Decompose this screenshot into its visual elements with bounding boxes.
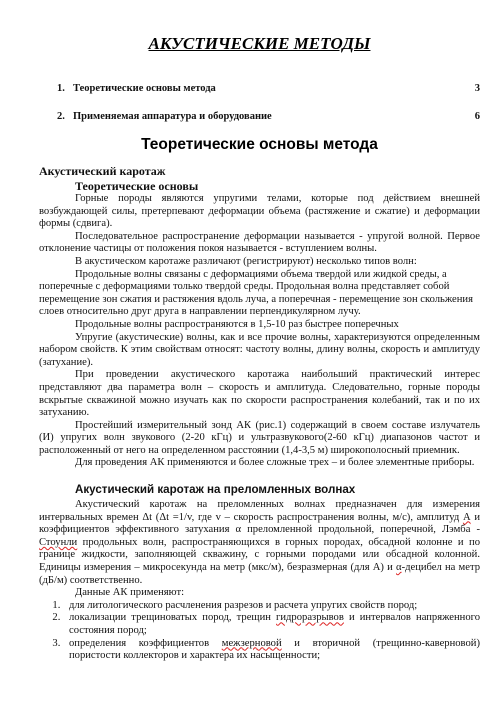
applications-list: [39, 600, 480, 663]
list-item: 1. для литологического расчленения разрезов и расчета упругих свойств пород;: [63, 600, 480, 613]
paragraph: Акустический каротаж на преломленных волнах предназначен для измерения интервальных времен Δt (Δt =1/v, где v – скорость распространения волны, м/с), амплитуд А и коэффициентов эффективного затухания α преломленной продольной, поперечной, Лэмба - Стоунли продольных волн, распространяющихся в горных породах, обсадной колонне и по границе жидкости, заполняющей скважину, с горными породами или обсадной колонной. Единицы измерения – микросекунда на метр (мкс/м), безразмерная (для А) и α-децибел на метр (дБ/м) соответственно.: [39, 499, 480, 586]
paragraph: В акустическом каротаже различают (регистрируют) несколько типов волн:: [75, 255, 417, 267]
toc-entry-title: Теоретические основы метода: [73, 83, 216, 94]
spellcheck-underline: гидроразрывов: [276, 612, 344, 624]
toc-entry-page: 6: [474, 111, 480, 122]
spellcheck-underline: Стоунли: [39, 536, 78, 548]
main-heading: Теоретические основы метода: [141, 136, 378, 153]
toc-entry-1[interactable]: [39, 82, 480, 96]
paragraph: Для проведения АК применяются и более сложные трех – и более элементные приборы.: [75, 457, 475, 469]
paragraph: Горные породы являются упругими телами, которые под действием внешней возбуждающей силы, претерпевают деформации объема (растяжение и сжатие) и деформации формы (сдвига).: [39, 193, 480, 230]
section-heading: Акустический каротаж: [39, 164, 166, 178]
table-of-contents: [39, 82, 480, 124]
paragraph: Последовательное распространение деформации называется - упругой волной. Первое отклонение частицы от положения покоя называется - вступлением волны.: [39, 230, 480, 255]
document-title: АКУСТИЧЕСКИЕ МЕТОДЫ: [148, 34, 371, 53]
paragraph: Продольные волны связаны с деформациями объема твердой или жидкой среды, а поперечные с деформациями только твердой среды. Продольная волна представляет собой перемещение зон сжатия и растяжения вдоль луча, а поперечная - перемещение зон скольжения слоев относительно друг друга в направлении перпендикулярном лучу.: [39, 268, 473, 318]
spellcheck-underline: межзерновой: [221, 637, 282, 649]
section-heading: Акустический каротаж на преломленных волнах: [75, 483, 356, 497]
paragraph: Продольные волны распространяются в 1,5-10 раз быстрее поперечных: [75, 318, 399, 330]
spellcheck-underline: А: [462, 511, 471, 523]
spellcheck-underline: α: [396, 562, 402, 574]
toc-entry-number: 2.: [57, 111, 65, 122]
toc-entry-title: Применяемая аппаратура и оборудование: [73, 111, 272, 122]
toc-entry-page: 3: [474, 83, 480, 94]
paragraph: Простейший измерительный зонд АК (рис.1) содержащий в своем составе излучатель (И) упругих волн звукового (2-20 кГц) и ультразвукового(2-60 кГц) диапазонов частот и расположенный от него на определенном расстоянии (1,4-3,5 м) широкополосный приемник.: [39, 419, 480, 456]
toc-entry-2[interactable]: [39, 110, 480, 124]
toc-entry-number: 1.: [57, 83, 65, 94]
list-item: 3. определения коэффициентов межзерновой и вторичной (трещинно-каверновой) пористости коллекторов и характера их насыщенности;: [63, 638, 480, 663]
paragraph: При проведении акустического каротажа наибольший практический интерес представляют два параметра волн – скорость и амплитуда. Следовательно, горные породы вскрытые скважиной можно изучать как по скорости распространения колебаний, так и по их затуханию.: [39, 369, 480, 419]
paragraph: Данные АК применяют:: [75, 587, 185, 599]
section-refracted-waves: [39, 483, 480, 663]
section-acoustic-logging: [39, 164, 480, 470]
list-item: 2. локализации трещиноватых пород, трещин гидроразрывов и интервалов напряженного состояния пород;: [63, 612, 480, 637]
paragraph: Упругие (акустические) волны, как и все прочие волны, характеризуются определенным набором свойств. К этим свойствам относят: частоту волны, длину волны, скорость и амплитуду (затухание).: [39, 331, 480, 368]
section-subheading: Теоретические основы: [75, 179, 199, 193]
